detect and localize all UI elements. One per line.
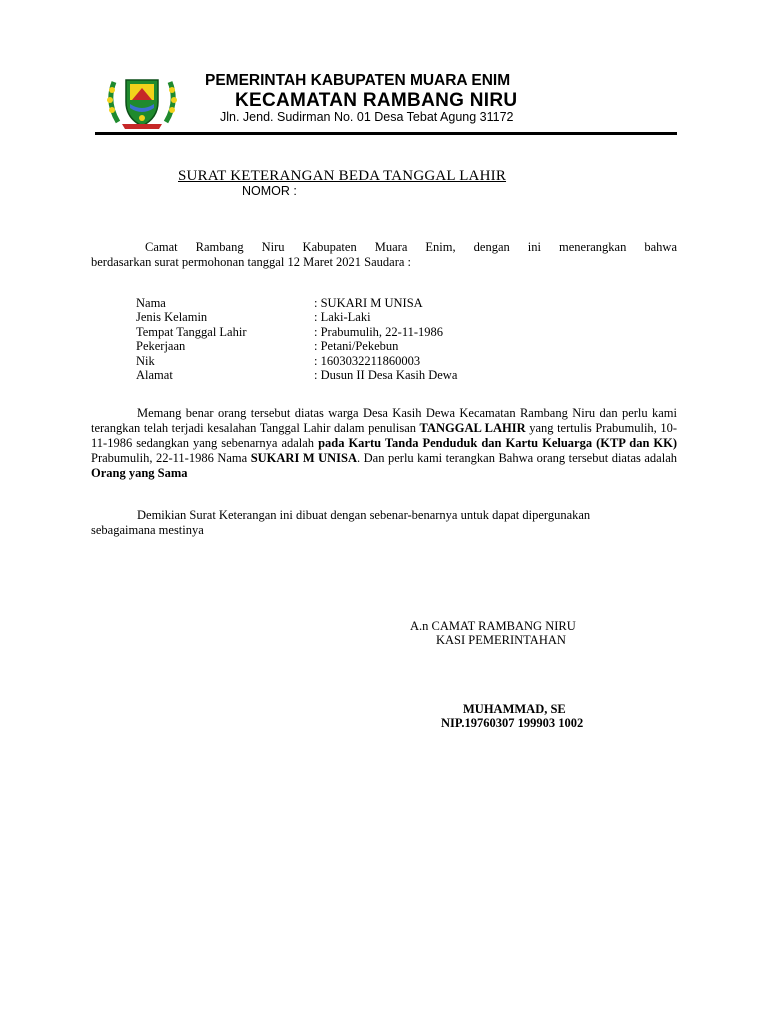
- statement-bold-2: pada Kartu Tanda Penduduk dan Kartu Keluarga (KTP dan KK): [318, 436, 677, 450]
- statement-paragraph: [91, 406, 677, 481]
- statement-bold-1: TANGGAL LAHIR: [419, 421, 526, 435]
- identity-label: Alamat: [136, 368, 173, 383]
- statement-text-2: yang tertulis Prabumulih, 10-11-1986 sedangkan yang sebenarnya adalah: [91, 421, 677, 450]
- identity-row: [136, 325, 457, 339]
- identity-value: : Prabumulih, 22-11-1986: [314, 324, 444, 339]
- identity-value: : SUKARI M UNISA: [314, 296, 423, 310]
- identity-label: Nik: [136, 353, 155, 368]
- identity-label: Pekerjaan: [136, 339, 186, 354]
- identity-value: : Laki-Laki: [314, 310, 371, 325]
- identity-row: [136, 354, 457, 368]
- statement-text-4: . Dan perlu kami terangkan Bahwa orang tersebut diatas adalah: [357, 451, 677, 465]
- identity-row: [136, 296, 457, 310]
- district-emblem-logo: [104, 72, 180, 130]
- identity-table: [136, 296, 457, 382]
- statement-text-3: Prabumulih, 22-11-1986 Nama: [91, 451, 251, 465]
- identity-value: : 1603032211860003: [314, 353, 421, 368]
- identity-row: [136, 310, 457, 324]
- identity-label: Jenis Kelamin: [136, 310, 208, 325]
- closing-text: Demikian Surat Keterangan ini dibuat dengan sebenar-benarnya untuk dapat dipergunakan sebagaimana mestinya: [91, 508, 591, 537]
- signature-on-behalf: A.n CAMAT RAMBANG NIRU: [410, 619, 576, 633]
- statement-bold-4: Orang yang Sama: [91, 466, 188, 480]
- document-title: SURAT KETERANGAN BEDA TANGGAL LAHIR: [178, 168, 507, 184]
- intro-line-1: Camat Rambang Niru Kabupaten Muara Enim, dengan ini menerangkan bahwa: [145, 240, 677, 254]
- government-name: PEMERINTAH KABUPATEN MUARA ENIM: [205, 72, 511, 89]
- signature-position: KASI PEMERINTAHAN: [436, 633, 566, 647]
- identity-row: [136, 339, 457, 353]
- letterhead-divider: [95, 132, 677, 135]
- intro-paragraph: [91, 240, 677, 270]
- document-number: NOMOR :: [242, 184, 297, 198]
- statement-bold-3: SUKARI M UNISA: [250, 451, 358, 465]
- district-name: KECAMATAN RAMBANG NIRU: [235, 90, 518, 111]
- office-address: Jln. Jend. Sudirman No. 01 Desa Tebat Agung 31172: [220, 110, 514, 124]
- identity-label: Tempat Tanggal Lahir: [136, 324, 247, 339]
- signatory-name: MUHAMMAD, SE: [463, 702, 566, 716]
- identity-label: Nama: [136, 296, 166, 310]
- identity-row: [136, 368, 457, 382]
- intro-line-2: berdasarkan surat permohonan tanggal 12 Maret 2021 Saudara :: [91, 255, 412, 269]
- signatory-nip: NIP.19760307 199903 1002: [441, 716, 584, 730]
- statement-text-1: Memang benar orang tersebut diatas warga Desa Kasih Dewa Kecamatan Rambang Niru dan perlu kami terangkan telah terjadi kesalahan Tanggal Lahir dalam penulisan: [91, 406, 677, 435]
- closing-paragraph: [91, 508, 601, 538]
- identity-value: : Dusun II Desa Kasih Dewa: [314, 368, 458, 383]
- identity-value: : Petani/Pekebun: [314, 339, 399, 354]
